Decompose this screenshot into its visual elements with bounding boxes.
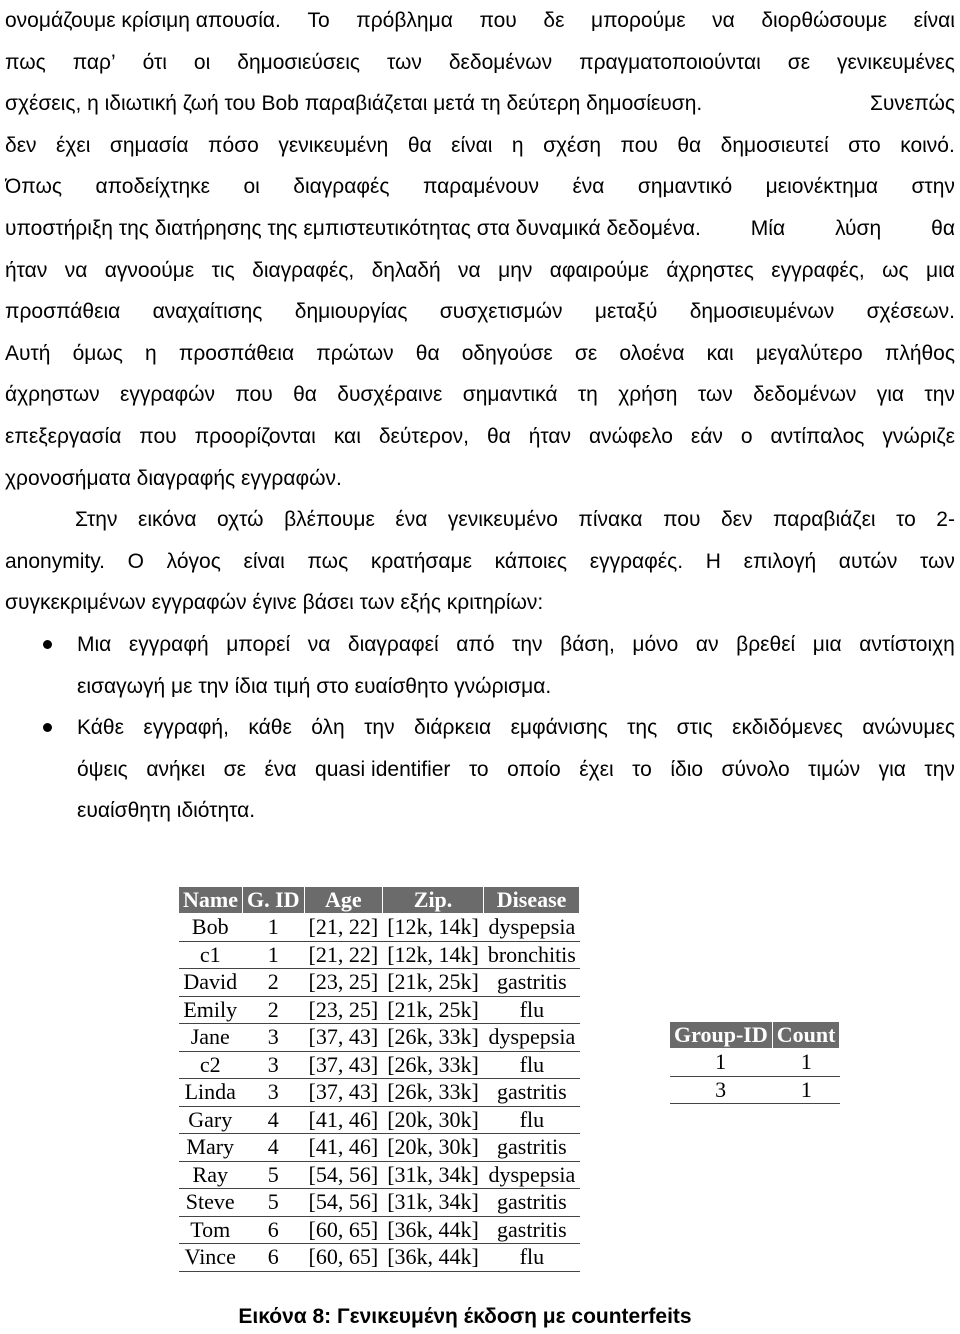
bullet-icon: [43, 640, 52, 649]
cell-disease: flu: [483, 1106, 580, 1134]
line-text: ευαίσθητη ιδιότητα.: [77, 799, 256, 823]
word: ανήκει: [146, 757, 206, 781]
word: εγγραφή,: [143, 716, 229, 740]
text-line: [5, 416, 955, 458]
cell-age: [37, 43]: [304, 1024, 383, 1052]
text-line: [5, 499, 955, 541]
word: της: [627, 716, 658, 740]
cell-disease: flu: [483, 1051, 580, 1079]
table-row: [179, 941, 580, 969]
cell-age: [41, 46]: [304, 1106, 383, 1134]
header-count: Count: [772, 1022, 840, 1049]
cell-disease: gastritis: [483, 969, 580, 997]
table-row: [179, 969, 580, 997]
word: σχέσεων.: [866, 300, 955, 324]
cell-zip: [20k, 30k]: [383, 1134, 484, 1162]
figure-caption: Εικόνα 8: Γενικευμένη έκδοση με counterfeits: [238, 1305, 692, 1328]
word: στο: [848, 133, 881, 157]
word: ήταν: [528, 424, 572, 448]
word: μια: [812, 632, 842, 656]
cell-group-id: 2: [242, 996, 304, 1024]
cell-zip: [26k, 33k]: [383, 1051, 484, 1079]
word: των: [919, 549, 955, 573]
word: είναι: [243, 549, 285, 573]
cell-disease: gastritis: [483, 1189, 580, 1217]
word: που: [663, 508, 701, 532]
cell-name: c2: [179, 1051, 243, 1079]
word: επεξεργασία: [5, 424, 122, 448]
word: μια: [926, 258, 955, 282]
cell-disease: dyspepsia: [483, 1024, 580, 1052]
header-group-id: Group-ID: [670, 1022, 773, 1049]
text-line: [5, 42, 955, 84]
word: ολοένα: [619, 341, 685, 365]
table-row: [179, 1189, 580, 1217]
cell-group-id: 4: [242, 1106, 304, 1134]
cell-disease: flu: [483, 996, 580, 1024]
header-disease: Disease: [483, 887, 580, 914]
word: παραβιάζει: [773, 508, 876, 532]
word: διορθώσουμε: [761, 9, 888, 32]
word: το: [468, 757, 489, 781]
table-row: [670, 1076, 840, 1104]
word: στην: [911, 175, 955, 199]
word: έχει: [579, 757, 614, 781]
word: για: [876, 383, 905, 407]
word: πόσο: [208, 133, 259, 157]
cell-name: Gary: [179, 1106, 243, 1134]
word: ίδιο: [670, 757, 704, 781]
cell-zip: [12k, 14k]: [383, 941, 484, 969]
word: αντίστοιχη: [859, 632, 955, 656]
text-line: [5, 0, 955, 42]
text-line: [5, 582, 955, 624]
word: από: [456, 632, 495, 656]
word: ως: [882, 258, 909, 282]
word: Αυτή: [5, 341, 51, 365]
word: οδηγούσε: [461, 341, 553, 365]
word: πως: [307, 549, 349, 573]
text-line: [5, 374, 955, 416]
word: την: [924, 757, 955, 781]
word: σχέσεις, η ιδιωτική ζωή του Bob παραβιάζεται μετά τη δεύτερη δημοσίευση.: [5, 92, 703, 116]
cell-age: [21, 22]: [304, 914, 383, 942]
word: παρ’: [72, 50, 116, 74]
word: διαγραφεί: [347, 632, 439, 656]
word: δε: [543, 9, 565, 32]
word: δημοσιεύσεις: [237, 50, 360, 74]
word: anonymity.: [5, 549, 105, 573]
word: μην: [498, 258, 533, 282]
word: άχρηστες: [666, 258, 754, 282]
word: εγγραφή: [128, 632, 209, 656]
word: αφαιρούμε: [549, 258, 649, 282]
word: δεδομένων: [753, 383, 857, 407]
word: σχέση: [543, 133, 602, 157]
word: πως: [5, 50, 46, 74]
word: σε: [574, 341, 598, 365]
cell-group-id: 1: [242, 941, 304, 969]
cell-disease: dyspepsia: [483, 914, 580, 942]
word: σε: [787, 50, 811, 74]
text-line: [5, 333, 955, 375]
word: στις: [676, 716, 713, 740]
word: εμφάνισης: [510, 716, 608, 740]
table-row: [179, 1051, 580, 1079]
word: όμως: [72, 341, 123, 365]
word: εάν: [690, 424, 723, 448]
word: κοινό.: [900, 133, 955, 157]
cell-zip: [21k, 25k]: [383, 996, 484, 1024]
word: όψεις: [77, 757, 128, 781]
word: μόνο: [632, 632, 679, 656]
text-line: [5, 624, 955, 666]
cell-group-id: 2: [242, 969, 304, 997]
word: αυτών: [838, 549, 898, 573]
word: αποδείχτηκε: [95, 175, 211, 199]
word: σύνολο: [721, 757, 790, 781]
word: παραμένουν: [422, 175, 539, 199]
word: δυσχέραινε: [337, 383, 443, 407]
word: τις: [211, 258, 235, 282]
word: να: [307, 632, 331, 656]
word: που: [620, 133, 658, 157]
word: σημαντικό: [637, 175, 733, 199]
header-zip: Zip.: [383, 887, 484, 914]
cell-zip: [36k, 44k]: [383, 1216, 484, 1244]
word: ο: [740, 424, 753, 448]
word: πίνακα: [578, 508, 643, 532]
table-row: [179, 1216, 580, 1244]
word: το: [632, 757, 652, 781]
cell-group-id: 6: [242, 1216, 304, 1244]
word: μεγαλύτερο: [755, 341, 863, 365]
word: θα: [677, 133, 702, 157]
cell-group-id: 5: [242, 1161, 304, 1189]
word: εγγραφών: [120, 383, 215, 407]
cell-name: c1: [179, 941, 243, 969]
word: Ο: [127, 549, 144, 573]
cell-zip: [31k, 34k]: [383, 1161, 484, 1189]
word: λύση: [835, 216, 882, 240]
word: διαγραφές: [293, 175, 390, 199]
cell-group-id: 3: [242, 1051, 304, 1079]
cell-group-id: 1: [670, 1049, 773, 1077]
word: διάρκεια: [414, 716, 492, 740]
cell-group-id: 3: [242, 1079, 304, 1107]
header-gid: G. ID: [242, 887, 304, 914]
cell-group-id: 5: [242, 1189, 304, 1217]
line-text: εισαγωγή με την ίδια τιμή στο ευαίσθητο γνώρισμα.: [77, 674, 552, 698]
word: αναχαίτισης: [152, 300, 263, 324]
word: 2-: [936, 508, 955, 532]
word: πραγματοποιούνται: [579, 50, 761, 74]
word: δεν: [5, 133, 37, 157]
word: οποίο: [507, 757, 561, 781]
word: δηλαδή: [371, 258, 441, 282]
table-row: [179, 1079, 580, 1107]
word: μειονέκτημα: [765, 175, 879, 199]
cell-age: [54, 56]: [304, 1189, 383, 1217]
table-row: [179, 1244, 580, 1272]
cell-age: [60, 65]: [304, 1244, 383, 1272]
word: πρόβλημα: [356, 9, 453, 32]
body-text: [5, 0, 955, 832]
word: που: [479, 9, 517, 32]
cell-disease: dyspepsia: [483, 1161, 580, 1189]
word: εγγραφές,: [771, 258, 865, 282]
cell-age: [21, 22]: [304, 941, 383, 969]
cell-group-id: 1: [242, 914, 304, 942]
word: Η: [705, 549, 721, 573]
word: γενικευμένη: [278, 133, 389, 157]
word: θα: [407, 133, 432, 157]
word: την: [364, 716, 395, 740]
header-age: Age: [304, 887, 383, 914]
cell-age: [41, 46]: [304, 1134, 383, 1162]
word: κάποιες: [494, 549, 568, 573]
cell-zip: [20k, 30k]: [383, 1106, 484, 1134]
word: οι: [243, 175, 260, 199]
word: επιλογή: [743, 549, 817, 573]
word: εικόνα: [137, 508, 197, 532]
word: Το: [307, 9, 330, 32]
word: των: [697, 383, 733, 407]
generalized-table: [178, 886, 580, 1272]
cell-age: [23, 25]: [304, 969, 383, 997]
cell-age: [37, 43]: [304, 1079, 383, 1107]
text-line: [5, 458, 955, 500]
word: ένα: [395, 508, 428, 532]
cell-age: [23, 25]: [304, 996, 383, 1024]
bullet-icon: [43, 723, 52, 732]
text-line: [5, 125, 955, 167]
cell-zip: [21k, 25k]: [383, 969, 484, 997]
word: υποστήριξη της διατήρησης της εμπιστευτικότητας στα δυναμικά δεδομένα.: [5, 216, 701, 240]
word: αγνοούμε: [104, 258, 195, 282]
word: βάση,: [560, 632, 615, 656]
word: έχει: [56, 133, 91, 157]
cell-age: [37, 43]: [304, 1051, 383, 1079]
cell-zip: [31k, 34k]: [383, 1189, 484, 1217]
cell-zip: [12k, 14k]: [383, 914, 484, 942]
cell-group-id: 4: [242, 1134, 304, 1162]
word: βρεθεί: [736, 632, 796, 656]
cell-age: [60, 65]: [304, 1216, 383, 1244]
cell-count: 1: [772, 1076, 840, 1104]
word: σημασία: [109, 133, 189, 157]
line-text: χρονοσήματα διαγραφής εγγραφών.: [5, 466, 342, 490]
word: γενικευμένες: [837, 50, 955, 74]
word: γνώριζε: [882, 424, 955, 448]
word: την: [924, 383, 955, 407]
word: αν: [695, 632, 719, 656]
text-line: [5, 707, 955, 749]
word: να: [458, 258, 481, 282]
line-text: συγκεκριμένων εγγραφών έγινε βάσει των εξής κριτηρίων:: [5, 591, 544, 615]
text-line: [5, 83, 955, 125]
word: ανώφελο: [589, 424, 673, 448]
word: ήταν: [5, 258, 48, 282]
cell-zip: [26k, 33k]: [383, 1024, 484, 1052]
cell-name: Ray: [179, 1161, 243, 1189]
word: όλη: [311, 716, 345, 740]
word: οι: [193, 50, 211, 74]
cell-name: Steve: [179, 1189, 243, 1217]
word: δεν: [720, 508, 753, 532]
group-count-table: [669, 1021, 840, 1104]
cell-name: David: [179, 969, 243, 997]
header-name: Name: [179, 887, 243, 914]
word: ένα: [264, 757, 297, 781]
word: Μία: [750, 216, 786, 240]
word: προορίζονται: [194, 424, 316, 448]
text-line: [5, 790, 955, 832]
word: Στην: [75, 508, 118, 532]
word: ονομάζουμε κρίσιμη απουσία.: [5, 9, 281, 32]
table-row: [179, 1024, 580, 1052]
word: δημοσιευμένων: [689, 300, 835, 324]
text-line: [5, 166, 955, 208]
cell-group-id: 6: [242, 1244, 304, 1272]
word: πλήθος: [884, 341, 955, 365]
word: εγγραφές.: [589, 549, 684, 573]
cell-disease: bronchitis: [483, 941, 580, 969]
text-line: [5, 666, 955, 708]
cell-age: [54, 56]: [304, 1161, 383, 1189]
word: πρώτων: [316, 341, 394, 365]
word: που: [235, 383, 273, 407]
word: δεύτερον,: [378, 424, 469, 448]
cell-name: Vince: [179, 1244, 243, 1272]
text-line: [5, 291, 955, 333]
word: το: [896, 508, 916, 532]
word: quasi identifier: [315, 757, 451, 781]
word: και: [333, 424, 361, 448]
text-line: [5, 208, 955, 250]
word: αντίπαλος: [770, 424, 865, 448]
word: μπορούμε: [591, 9, 686, 32]
word: είναι: [913, 9, 955, 32]
table-row: [179, 1134, 580, 1162]
word: Όπως: [5, 175, 62, 199]
word: κρατήσαμε: [370, 549, 472, 573]
cell-name: Tom: [179, 1216, 243, 1244]
text-line: [5, 749, 955, 791]
word: θα: [293, 383, 317, 407]
word: την: [512, 632, 543, 656]
cell-disease: gastritis: [483, 1134, 580, 1162]
generalized-table-header: [179, 887, 580, 914]
cell-zip: [26k, 33k]: [383, 1079, 484, 1107]
word: δημοσιευτεί: [720, 133, 829, 157]
table-row: [179, 996, 580, 1024]
word: άχρηστων: [5, 383, 100, 407]
cell-disease: gastritis: [483, 1216, 580, 1244]
word: δεδομένων: [448, 50, 553, 74]
cell-name: Bob: [179, 914, 243, 942]
word: και: [706, 341, 734, 365]
word: χρήση: [618, 383, 678, 407]
cell-name: Emily: [179, 996, 243, 1024]
word: μεταξύ: [594, 300, 658, 324]
word: των: [386, 50, 422, 74]
word: να: [712, 9, 735, 32]
word: συσχετισμών: [439, 300, 563, 324]
word: για: [878, 757, 906, 781]
table-row: [179, 1106, 580, 1134]
word: θα: [486, 424, 511, 448]
word: γενικευμένο: [447, 508, 558, 532]
word: η: [511, 133, 524, 157]
word: θα: [931, 216, 955, 240]
table-row: [670, 1049, 840, 1077]
cell-disease: gastritis: [483, 1079, 580, 1107]
cell-disease: flu: [483, 1244, 580, 1272]
table-row: [179, 1161, 580, 1189]
table-row: [179, 914, 580, 942]
word: κάθε: [248, 716, 292, 740]
word: οχτώ: [217, 508, 264, 532]
word: η: [145, 341, 157, 365]
word: Μια: [77, 632, 112, 656]
cell-zip: [36k, 44k]: [383, 1244, 484, 1272]
word: που: [139, 424, 177, 448]
word: βλέπουμε: [284, 508, 375, 532]
word: είναι: [451, 133, 493, 157]
word: δημιουργίας: [294, 300, 408, 324]
word: τη: [577, 383, 598, 407]
word: ένα: [572, 175, 605, 199]
group-count-header: [670, 1022, 840, 1049]
word: προσπάθεια: [178, 341, 295, 365]
cell-name: Linda: [179, 1079, 243, 1107]
word: σημαντικά: [462, 383, 558, 407]
cell-name: Mary: [179, 1134, 243, 1162]
word: θα: [415, 341, 440, 365]
word: να: [64, 258, 88, 282]
word: Κάθε: [77, 716, 124, 740]
cell-name: Jane: [179, 1024, 243, 1052]
word: λόγος: [166, 549, 221, 573]
word: ανώνυμες: [862, 716, 955, 740]
word: εκδιδόμενες: [732, 716, 843, 740]
text-line: [5, 541, 955, 583]
word: διαγραφές,: [252, 258, 355, 282]
word: μπορεί: [226, 632, 291, 656]
cell-group-id: 3: [670, 1076, 773, 1104]
word: προσπάθεια: [5, 300, 121, 324]
text-line: [5, 250, 955, 292]
cell-count: 1: [772, 1049, 840, 1077]
word: ότι: [142, 50, 167, 74]
cell-group-id: 3: [242, 1024, 304, 1052]
word: σε: [223, 757, 246, 781]
word: Συνεπώς: [869, 92, 955, 116]
word: τιμών: [808, 757, 861, 781]
